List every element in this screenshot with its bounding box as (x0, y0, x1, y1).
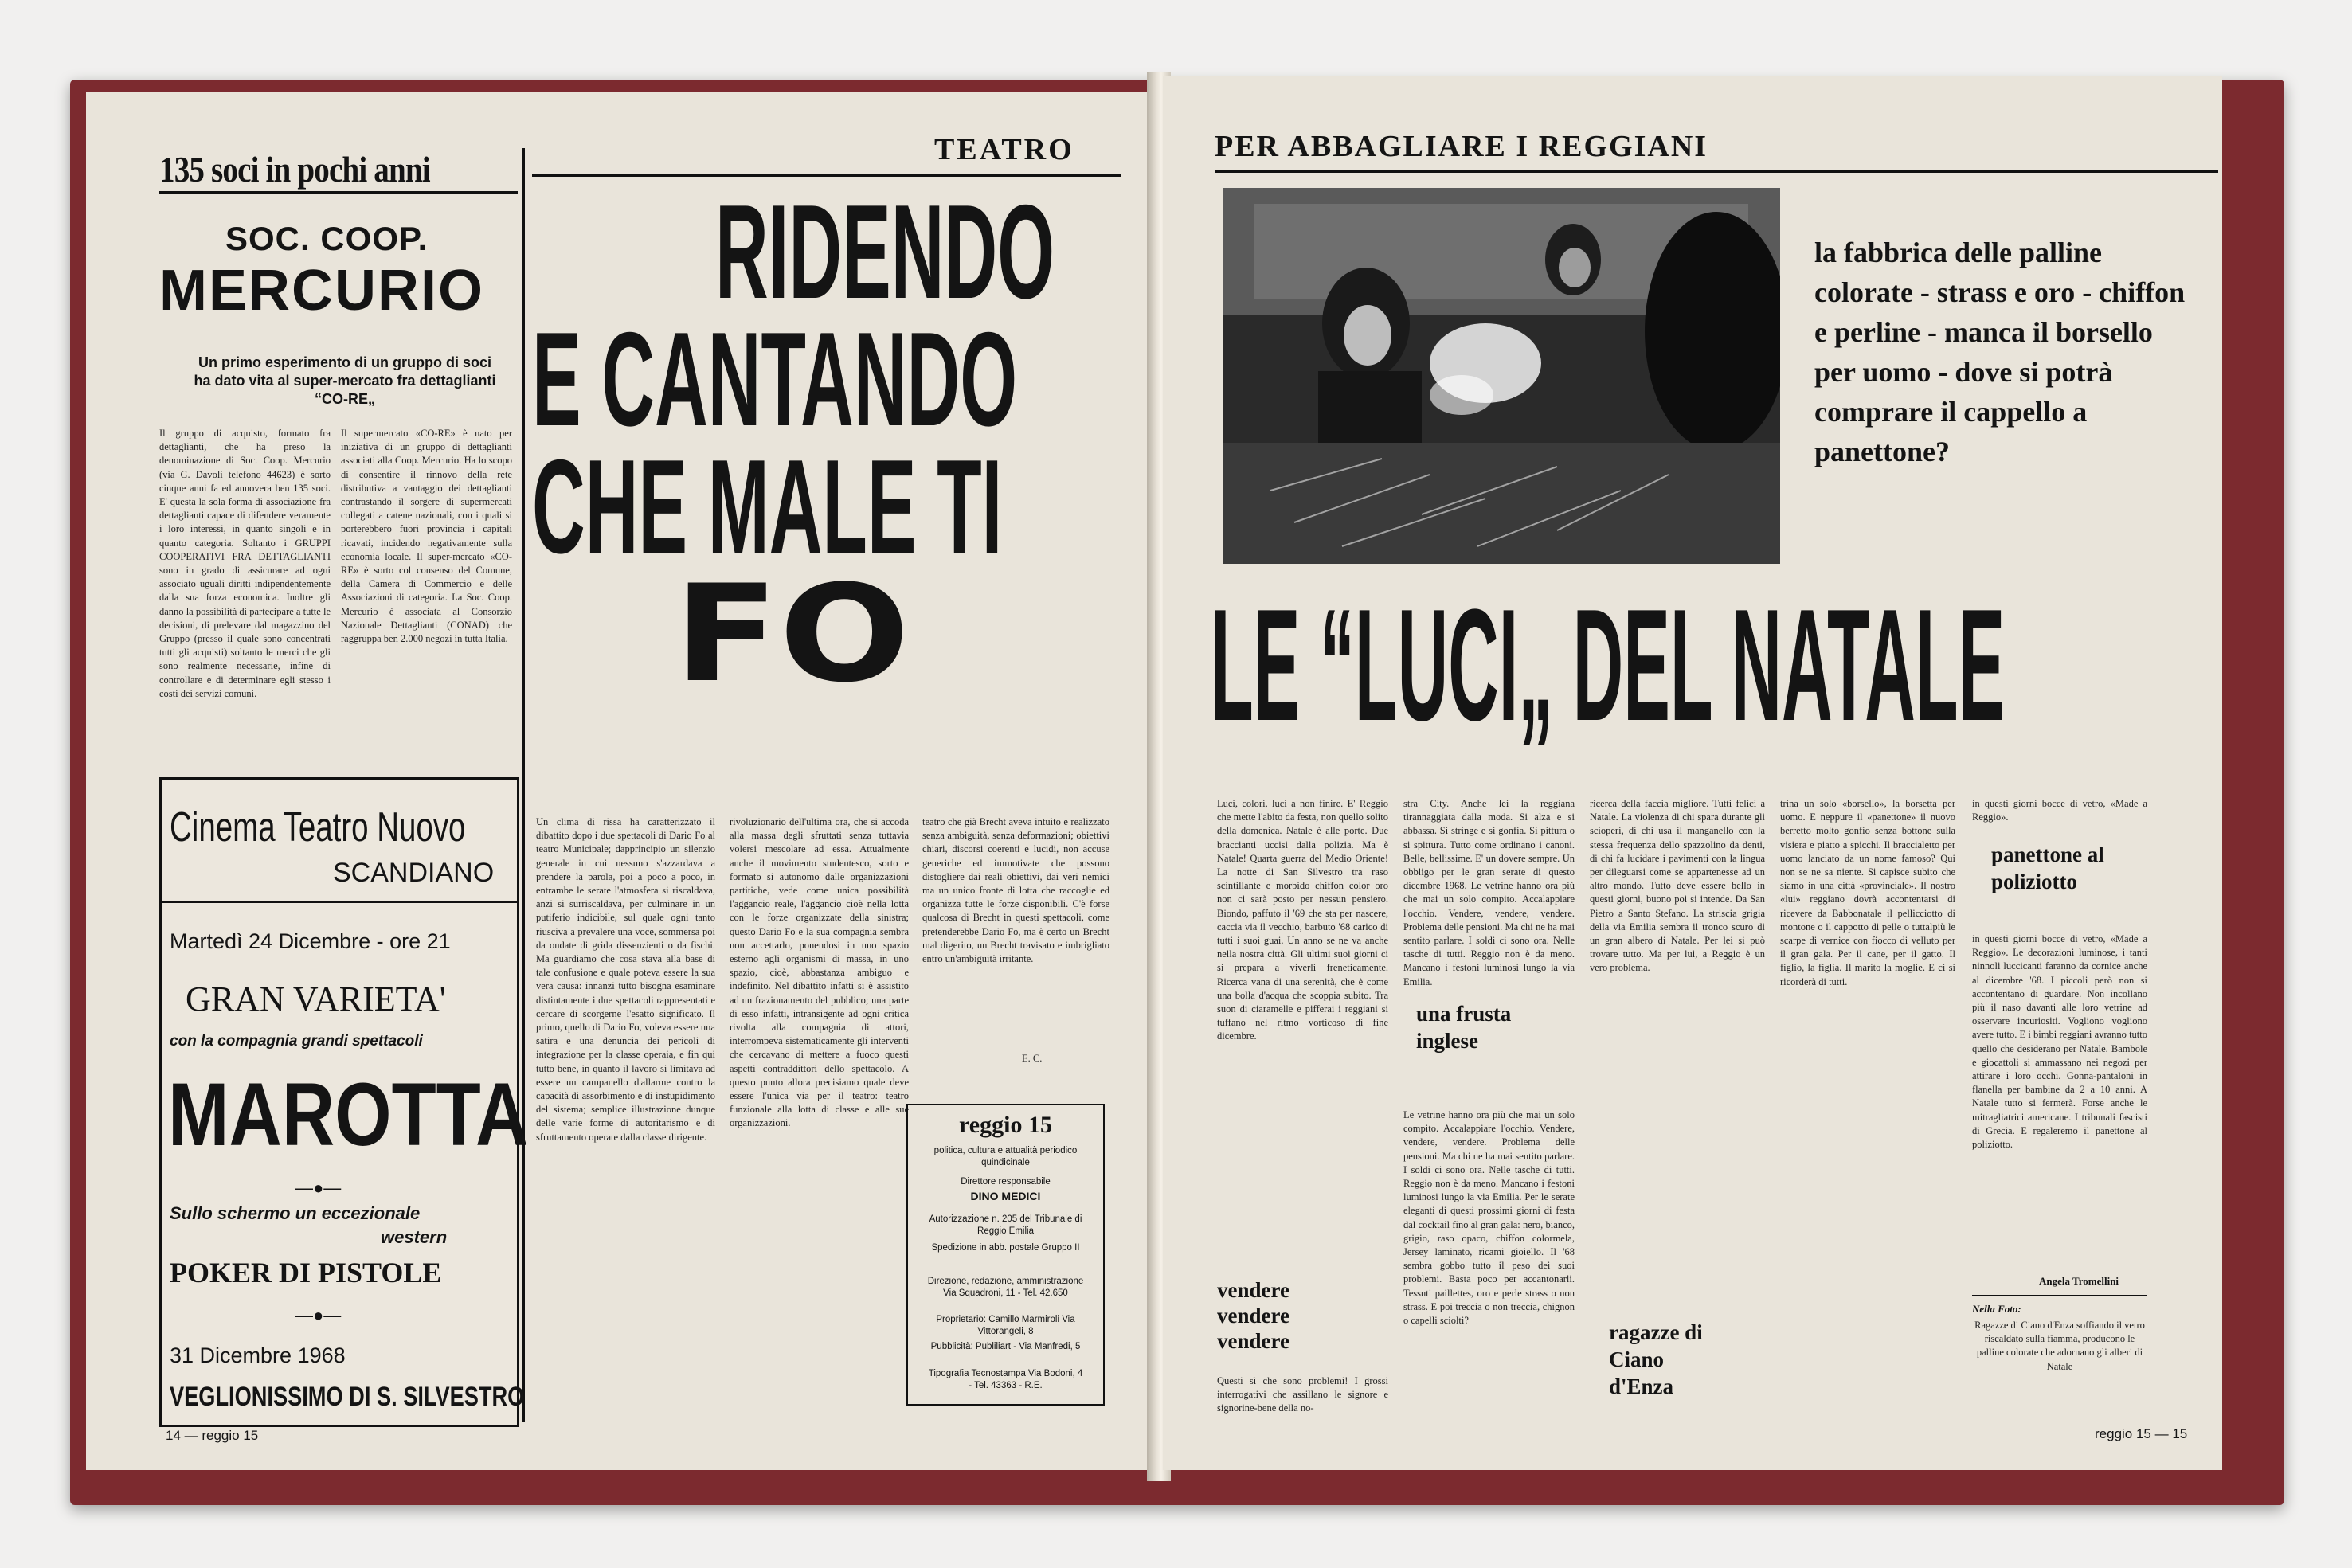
vertical-divider (522, 148, 525, 1422)
cinema-date2: 31 Dicembre 1968 (170, 1343, 346, 1367)
masthead-title: reggio 15 (959, 1112, 1052, 1138)
main-headline: LE “LUCI„ DEL NATALE (1211, 577, 2006, 754)
cinema-act: MAROTTA (168, 1065, 529, 1164)
coop-rule (159, 191, 518, 194)
right-footer: reggio 15 — 15 (2095, 1426, 2188, 1441)
coop-name-main: MERCURIO (159, 259, 484, 323)
subhead-vendere: vendere vendere vendere (1217, 1278, 1289, 1353)
cinema-ornament-2: —●— (295, 1305, 342, 1325)
right-page (1163, 76, 2222, 1470)
photo-note-rule (1972, 1295, 2147, 1296)
coop-headline: 135 soci in pochi anni (159, 149, 430, 190)
coop-name-top: SOC. COOP. (225, 220, 429, 257)
subhead-ragazze: ragazze di Ciano d'Enza (1609, 1320, 1703, 1398)
photo-note-label: Nella Foto: (1972, 1303, 2021, 1315)
masthead-sub: politica, cultura e attualità periodico quindicinale (933, 1146, 1078, 1167)
teatro-headline-1: RIDENDO (715, 177, 1055, 327)
cinema-title: Cinema Teatro Nuovo (170, 804, 466, 850)
masthead-postal: Spedizione in abb. postale Gruppo II (931, 1243, 1080, 1253)
section-label: TEATRO (934, 133, 1074, 166)
masthead-box (906, 1104, 1105, 1406)
natale-col4: trina un solo «borsello», la borsetta per uomo. E neppure il «panettone» il nuovo berretto molto gonfio senza bottone sulla visiera e piatto a spicchi. Il braccialetto per uomo lanciato da un nome famoso? Qui non se ne sa niente. Si capisce subito che siamo in una città «provinciale». Il nostro «lui» reggiano dovrà accontentarsi di ricevere da Babbonatale il pellicciotto di montone o il cappotto di pelle o tuttalpiù le scarpe di vernice con fiocco di velluto per il gran gala. Per il cane, per il gatto. Il figlio, la figlia. Il marito la moglie. E ci si ricorderà di tutti. (1780, 798, 1955, 987)
masthead-auth: Autorizzazione n. 205 del Tribunale di Reggio Emilia (929, 1214, 1082, 1236)
subhead-panettone: panettone al poliziotto (1991, 843, 2104, 893)
cinema-event: VEGLIONISSIMO DI S. SILVESTRO (170, 1382, 525, 1412)
cinema-screen-1: Sullo schermo un eccezionale (170, 1203, 421, 1223)
teatro-headline-2: E CANTANDO (532, 304, 1018, 454)
natale-col1b: Questi sì che sono problemi! I grossi interrogativi che assillano le signore e signorine-bene della no- (1217, 1375, 1388, 1414)
deck: la fabbrica delle palline colorate - strass e oro - chiffon e perline - manca il borsello per uomo - dove si potrà comprare il cappello a panettone? (1814, 237, 2186, 467)
cinema-town: SCANDIANO (333, 858, 495, 888)
teatro-col1: Un clima di rissa ha caratterizzato il dibattito dopo i due spettacoli di Dario Fo al teatro Municipale; dapprincipio un silenzio generale in cui nessuno s'azzardava a prendere la parola, poi a poco a poco, in entrambe le serate l'atmosfera si riscaldava, anzi si surriscaldava, per culminare in un putiferio indicibile, sul quale ogni tanto riusciva a prevalere una voce, sommersa poi da ondate di grida dissenzienti o da fischi. Ma guardiamo che cosa stava alla base di tale confusione e quale poteva essere la sua vera causa: innanzi tutto bisogna esaminare distintamente i due spettacoli rappresentati e cercare di scorgerne l'esatto significato. Il primo, quello di Dario Fo, voleva essere una satira e una denuncia dei pericoli di integrazione per la classe operaia, e fin qui tutto bene, in quanto il lavoro si limitava ad essere un campanello d'allarme contro la capacità di assorbimento e di instupidimento del sistema; semplice illustrazione dunque delle varie forme di autoritarismo e di sfruttamento operate dalla classe dirigente. (536, 816, 715, 1143)
left-footer: 14 — reggio 15 (166, 1428, 259, 1443)
teatro-col2: rivoluzionario dell'ultima ora, che si accoda alla massa degli sfruttati senza tuttavia volersi mescolare ad essa. Attualmente anche il movimento studentesco, sorto e formato si autonomo dalle organizzazioni partitiche, vede come unica possibilità l'aggancio reale, l'aggancio cioè nella lotta con le forze organizzate della sinistra; questo Dario Fo e la sua compagnia sembra non accettarlo, ponendosi in uno spazio esterno agli organismi di massa, in uno spazio, cioè, abbastanza ambiguo e indefinito. Nel dibattito infatti si è assistito ad un frazionamento del pubblico; una parte di esso infatti, intransigente ad ogni critica rivolta alla compagnia di attori, interrompeva sistematicamente gli interventi che cercavano di mettere a fuoco questi aspetti contraddittori dello spettacolo. A questo punto allora precisiamo quale deve essere l'unica via per il teatro: teatro funzionale alla lotta di classe e alle sue organizzazioni. (730, 816, 909, 1129)
kicker-rule (1215, 170, 2218, 173)
masthead-director: DINO MEDICI (970, 1190, 1041, 1202)
cinema-show: GRAN VARIETA' (186, 980, 446, 1019)
natale-col3: ricerca della faccia migliore. Tutti felici a Natale. La violenza di chi spara durante gli scioperi, di chi usa il manganello con la stessa frequenza dello spazzolino da denti, di chi fa lucidare i pavimenti con la lingua per dileguarsi come se appartenesse ad un altro mondo. Tutto deve essere bello in questi giorni, buono poi si intende. Da San Pietro a Santo Stefano. La striscia grigia della via Emilia sembra il tronco scuro di un gran albero di Natale. Per lei si può trovare tutto. Ma per lui, a Reggio è un vero problema. (1590, 798, 1765, 974)
teatro-signature: E. C. (1022, 1053, 1043, 1064)
cinema-date: Martedì 24 Dicembre - ore 21 (170, 929, 451, 953)
subhead-frusta: una frusta inglese (1416, 1002, 1512, 1053)
cinema-rule-1 (162, 901, 517, 903)
byline: Angela Tromellini (2039, 1275, 2119, 1287)
cinema-film: POKER DI PISTOLE (170, 1257, 442, 1288)
left-page (86, 92, 1153, 1470)
teatro-headline-3: CHE MALE TI (532, 432, 1003, 581)
masthead-office: Direzione, redazione, amministrazione Via Squadroni, 11 - Tel. 42.650 (927, 1277, 1084, 1298)
natale-col5: in questi giorni bocce di vetro, «Made a Reggio». Le decorazioni luminose, i tanti ninnoli luccicanti faranno da cornice anche al dicembre '68. I piccoli però non si accontentano di guardare. Non incollano più il naso davanti alle loro vetrine ad osservare incuriositi. Vogliono vogliono avere tutto. E i bimbi reggiani avranno tutto quello che desiderano per Natale. Bambole e giocattoli si ammassano nei negozi per attirare i loro occhi. Gonna-pantaloni in flanella per bambine da 2 a 10 anni. A Natale tutto si fermerà. Forse anche le mitragliatrici americane. I tribunali fascisti di Grecia. E regaleremo il panettone al poliziotto. (1972, 933, 2147, 1151)
cinema-company: con la compagnia grandi spettacoli (170, 1033, 423, 1050)
cinema-screen-2: western (381, 1227, 448, 1247)
factory-photo (1223, 188, 1780, 564)
masthead-ads: Pubblicità: Publiliart - Via Manfredi, 5 (930, 1342, 1081, 1351)
cinema-ad (159, 777, 529, 1427)
masthead-director-label: Direttore responsabile (961, 1177, 1051, 1187)
factory-photo-image (1223, 188, 1780, 564)
photo-note: Ragazze di Ciano d'Enza soffiando il vetro riscaldato sulla fiamma, producono le palline colorate che adornano gli alberi di Natale (1974, 1320, 2145, 1372)
cinema-ornament-1: —●— (295, 1178, 342, 1198)
natale-col1: Luci, colori, luci a non finire. E' Reggio che mette l'abito da festa, non quello solito della domenica. Natale è alle porte. Due braccianti uccisi dalla polizia. Ma è Natale! Quarta guerra del Medio Oriente! La notte di San Silvestro tra raso scintillante e morbido chiffon color oro non ci sarà posto per nessun pensiero. Biondo, paffuto il '69 che sta per nascere, caccia via il vecchio, barbuto '68 carico di tutti i suoi guai. Un anno se ne va anche nella nostra città. Gli ultimi suoi giorni ci si prepara a viverli freneticamente. Ricerca vana di una serenità, che è come una bolla d'acqua che scoppia subito. Tra suon di ciaramelle e pifferai i reggiani si tuffano nel ritmo vorticoso di fine dicembre. (1217, 798, 1388, 1042)
teatro-headline-4: FO (674, 556, 910, 712)
masthead-owner: Proprietario: Camillo Marmiroli Via Vittorangeli, 8 (936, 1315, 1075, 1336)
coop-col1: Il gruppo di acquisto, formato fra dettaglianti, che ha preso la denominazione di Soc. Coop. Mercurio (via G. Davoli telefono 44623) è sorto cinque anni fa ed annovera ben 135 soci. E' questa la sola forma di associazione fra dettaglianti capace di difendere veramente i loro interessi, in quanto singoli e in quanto categoria. Soltanto i GRUPPI COOPERATIVI FRA DETTAGLIANTI sono in grado di assicurare ad ogni associato uguali diritti indipendentemente dalla sua forza economica. Inoltre gli danno la possibilità di partecipare a tutte le decisioni, di prelevare dal magazzino del Gruppo (presso il quale sono concentrati tutti gli acquisti) soltanto le merci che gli sono realmente necessarie, infine di controllare e di determinare egli stesso i costi dei servizi comuni. (159, 428, 331, 699)
natale-col5-top: in questi giorni bocce di vetro, «Made a Reggio». (1972, 798, 2147, 823)
coop-subtitle: Un primo esperimento di un gruppo di soci ha dato vita al super-mercato fra dettaglianti “CO-RE„ (194, 354, 496, 407)
natale-col2b: Le vetrine hanno ora più che mai un solo compito. Accalappiare l'occhio. Vendere, vendere, vendere. Problema delle pensioni. Ma chi ne ha mai sentito parlare. I soldi ci sono ora. Nelle tasche di tutti. Reggio non è da meno. Mancano i festoni luminosi lungo la via Emilia. Per le serate eleganti di questi prossimi giorni di festa dal cocktail fino al gran gala: nero, bianco, grigio, raso opaco, chiffon colormela, Jersey laminato, ricami gioiello. Il '68 sembra gobbo tutto il peso dei suoi problemi. Basta poco per accantonarli. Tessuti paillettes, oro e perle strass o non strass. E poi treccia o non treccia, chignon o capelli sciolti? (1403, 1109, 1575, 1327)
teatro-col3: teatro che già Brecht aveva intuito e realizzato senza ambiguità, senza deformazioni; obiettivi chiari, discorsi coerenti e lucidi, non accuse generiche ed immotivate che possono distogliere dai reali obiettivi, dai veri nemici ma un unico fronte di lotta che raccoglie ed organizza tutte le forze disponibili. C'è forse qualcosa di Brecht in questi spettacoli, come pretenderebbe Dario Fo, ma è certo un Brecht mal digerito, un Brecht travisato e imbrigliato entro un'ambiguità irritante. (922, 816, 1109, 965)
natale-col2: stra City. Anche lei la reggiana tirannaggiata dalla moda. Si alza e si abbassa. Si stringe e si gonfia. Si pittura o si spittura. Tutto come ordinano i canoni. Belle, bellissime. E' un dovere sempre. Un obbligo per le gran serate di questo dicembre 1968. Le vetrine hanno ora più che mai un solo compito. Accalappiare l'occhio. Vendere, vendere, vendere. Problema delle pensioni. Ma chi ne ha mai sentito parlare. I soldi ci sono ora. Nelle tasche di tutti. Reggio non è da meno. Mancano i festoni luminosi lungo la via Emilia. (1403, 798, 1575, 987)
coop-col2: Il supermercato «CO-RE» è nato per iniziativa di un gruppo di dettaglianti associati alla Coop. Mercurio. Ha lo scopo di consentire il rinnovo della rete distributiva a vantaggio dei dettaglianti contrastando il sorgere di supermercati collegati a catene nazionali, con i quali si porterebbero fuori provincia i capitali ricavati, incidendo negativamente sulla economia locale. Il super-mercato «CO-RE» è sorto col consenso del Comune, della Camera di Commercio e delle Associazioni di categoria. La Soc. Coop. Mercurio è associata al Consorzio Nazionale Dettaglianti (CONAD) che raggruppa ben 2.000 negozi in tutta Italia. (341, 428, 512, 645)
kicker: PER ABBAGLIARE I REGGIANI (1215, 130, 1708, 163)
masthead-printer: Tipografia Tecnostampa Via Bodoni, 4 - Tel. 43363 - R.E. (928, 1369, 1083, 1390)
